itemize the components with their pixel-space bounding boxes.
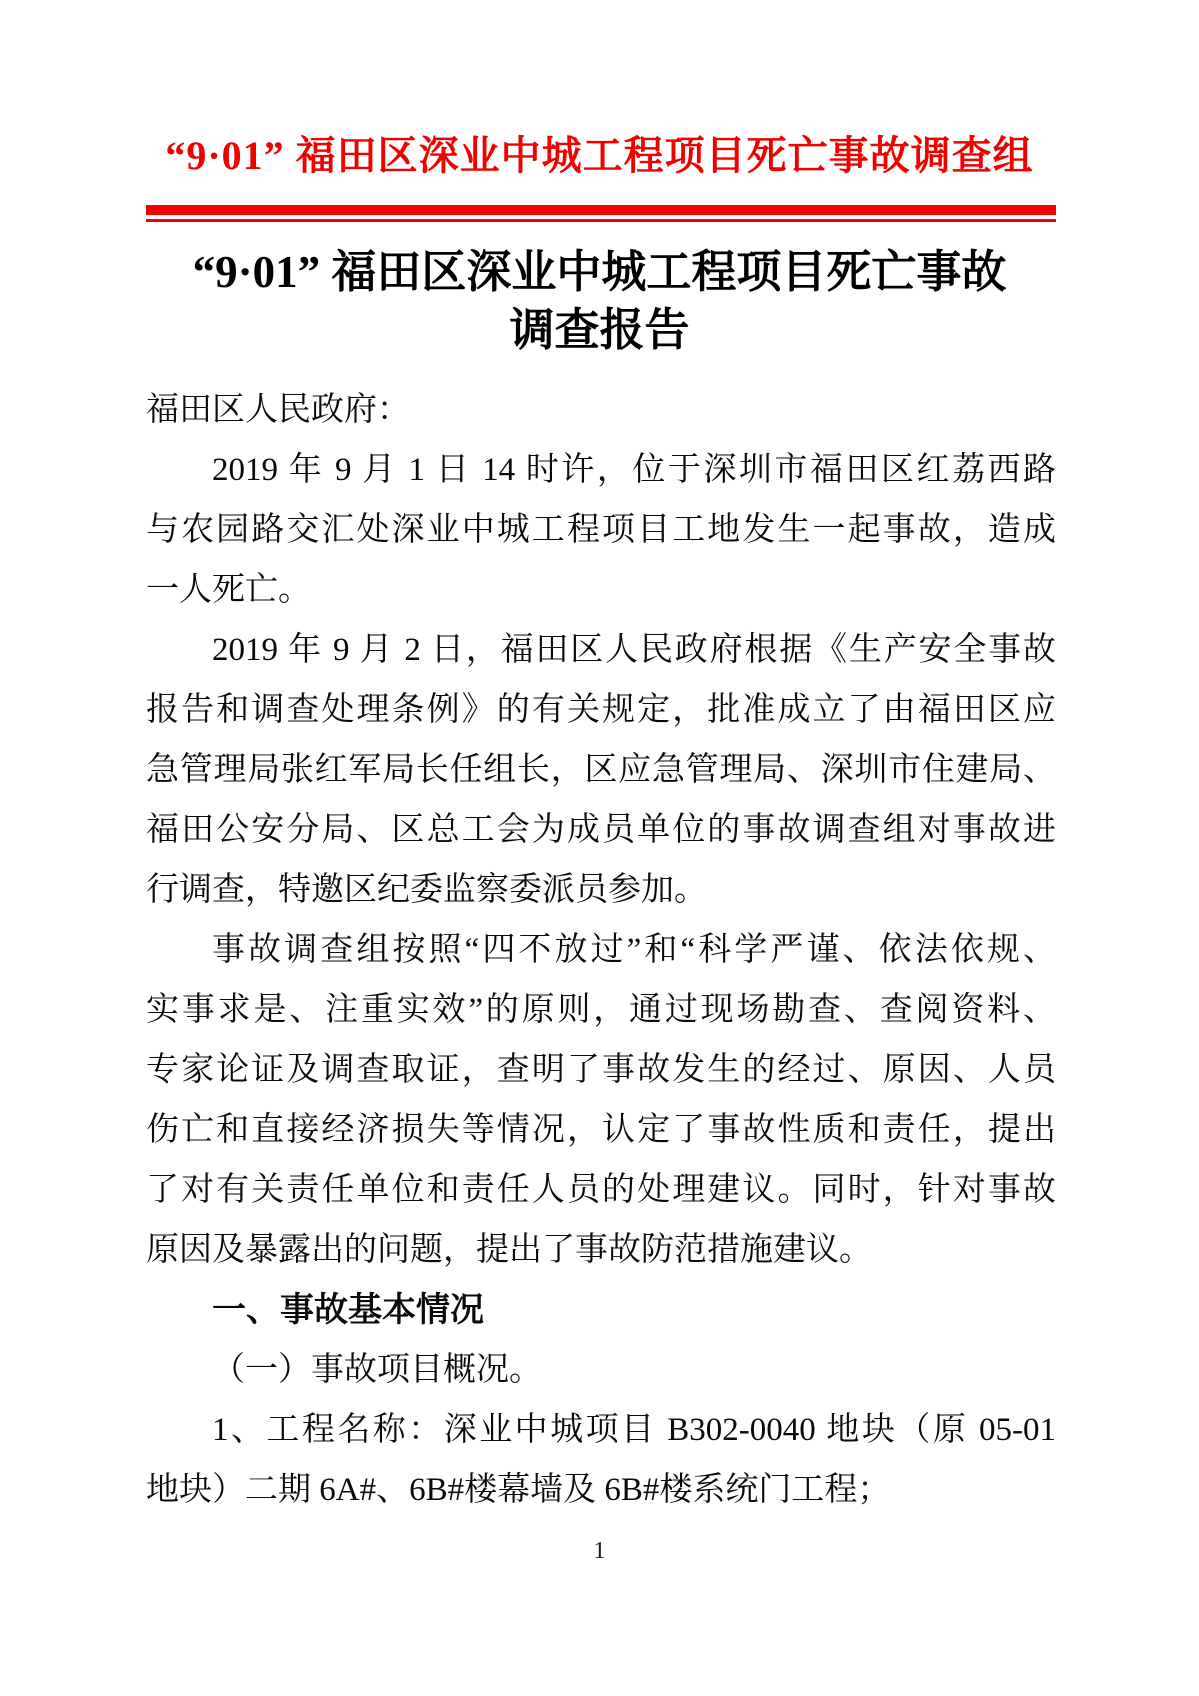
- text-line: 与农园路交汇处深业中城工程项目工地发生一起事故，造成: [146, 512, 1056, 548]
- header-divider-thick: [146, 205, 1056, 215]
- document-title: [0, 243, 1199, 359]
- text-line: 一人死亡。: [146, 572, 311, 608]
- text-line: 福田公安分局、区总工会为成员单位的事故调查组对事故进: [146, 812, 1056, 848]
- text-line: （一）事故项目概况。: [212, 1352, 542, 1388]
- text-line: 福田区人民政府：: [146, 392, 410, 428]
- section-heading: [146, 1280, 1056, 1340]
- section-heading-rest: 基本情况: [348, 1291, 484, 1329]
- title-line-1: “9·01” 福田区深业中城工程项目死亡事故: [192, 247, 1007, 297]
- text-line: 实事求是、注重实效”的原则，通过现场勘查、查阅资料、: [146, 992, 1056, 1028]
- text-line: 伤亡和直接经济损失等情况，认定了事故性质和责任，提出: [146, 1112, 1056, 1148]
- title-line-2: 调查报告: [509, 305, 690, 355]
- text-line: 了对有关责任单位和责任人员的处理建议。同时，针对事故: [146, 1172, 1056, 1208]
- text-line: 事故调查组按照“四不放过”和“科学严谨、依法依规、: [212, 932, 1056, 968]
- header-divider-thin: [146, 219, 1056, 222]
- text-line: 专家论证及调查取证，查明了事故发生的经过、原因、人员: [146, 1052, 1056, 1088]
- text-line: 急管理局张红军局长任组长，区应急管理局、深圳市住建局、: [146, 752, 1056, 788]
- text-line: 行调查，特邀区纪委监察委派员参加。: [146, 872, 707, 908]
- text-line: 原因及暴露出的问题，提出了事故防范措施建议。: [146, 1232, 872, 1268]
- text-line: 2019 年 9 月 1 日 14 时许，位于深圳市福田区红荔西路: [212, 452, 1056, 488]
- text-line: 报告和调查处理条例》的有关规定，批准成立了由福田区应: [146, 692, 1056, 728]
- text-line: 1、工程名称：深业中城项目 B302-0040 地块（原 05-01: [212, 1412, 1056, 1448]
- text-line: 2019 年 9 月 2 日，福田区人民政府根据《生产安全事故: [212, 632, 1056, 668]
- red-header-title: “9·01” 福田区深业中城工程项目死亡事故调查组: [165, 133, 1034, 178]
- section-heading-bold: 一、事故: [212, 1291, 348, 1329]
- document-body: [146, 380, 1056, 1520]
- text-line: 地块）二期 6A#、6B#楼幕墙及 6B#楼系统门工程；: [146, 1472, 891, 1508]
- page-number: 1: [593, 1538, 606, 1564]
